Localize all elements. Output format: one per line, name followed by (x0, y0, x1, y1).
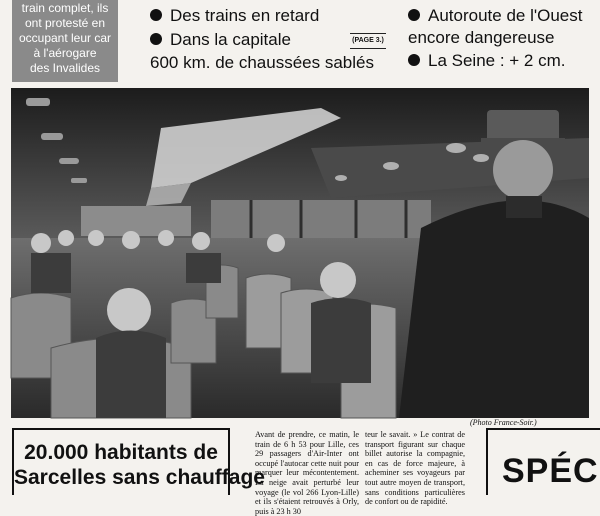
special-box-title: SPÉC (502, 452, 599, 490)
headline-autoroute: Autoroute de l'Ouest (408, 6, 582, 26)
headline-seine: La Seine : + 2 cm. (408, 51, 566, 71)
special-box (486, 428, 600, 495)
caption-line: occupant leur car (18, 31, 112, 45)
caption-line: train complet, ils (21, 1, 109, 15)
photo-credit: (Photo France-Soir.) (470, 418, 537, 427)
caption-line: ont protesté en (24, 16, 106, 30)
bottom-headline-line: Sarcelles sans chauffage (14, 466, 265, 489)
caption-line: des Invalides (29, 61, 101, 75)
headline-trains-retard: Des trains en retard (150, 6, 319, 26)
photo-illustration (11, 88, 589, 418)
article-column-2: teur le savait. » Le contrat de transport figurant sur chaque billet autorise la compagnie, en cas de force majeure, à acheminer ses voyageurs par tout autre moyen de transport, sans conditions particulières de confort ou de rapidité. (365, 430, 465, 507)
page-reference: (PAGE 3.) (350, 33, 386, 49)
bullet-icon (408, 9, 420, 21)
caption-line: à l'aérogare (33, 46, 97, 60)
bullet-icon (150, 9, 162, 21)
bottom-headline-box (12, 428, 265, 495)
bullet-icon (408, 54, 420, 66)
article-column-1: Avant de prendre, ce matin, le train de 6 h 53 pour Lille, ces 29 passagers d'Air-Inter ont occupé l'autocar cette nuit pour marquer leur mécontentement. La neige avait perturbé leur voyage (le vol 266 Lyon-Lille) et ils s'étaient retrouvés à Orly, puis à 23 h 30 (255, 430, 359, 516)
bottom-headline-line: 20.000 habitants de (24, 441, 218, 464)
headline-capitale: Dans la capitale (150, 30, 291, 50)
headline-dangereuse: encore dangereuse (408, 28, 555, 47)
photo-bus-interior (11, 88, 589, 418)
photo-caption-box (12, 0, 118, 82)
headline-chaussees: 600 km. de chaussées sablés (150, 53, 374, 72)
bullet-icon (150, 33, 162, 45)
